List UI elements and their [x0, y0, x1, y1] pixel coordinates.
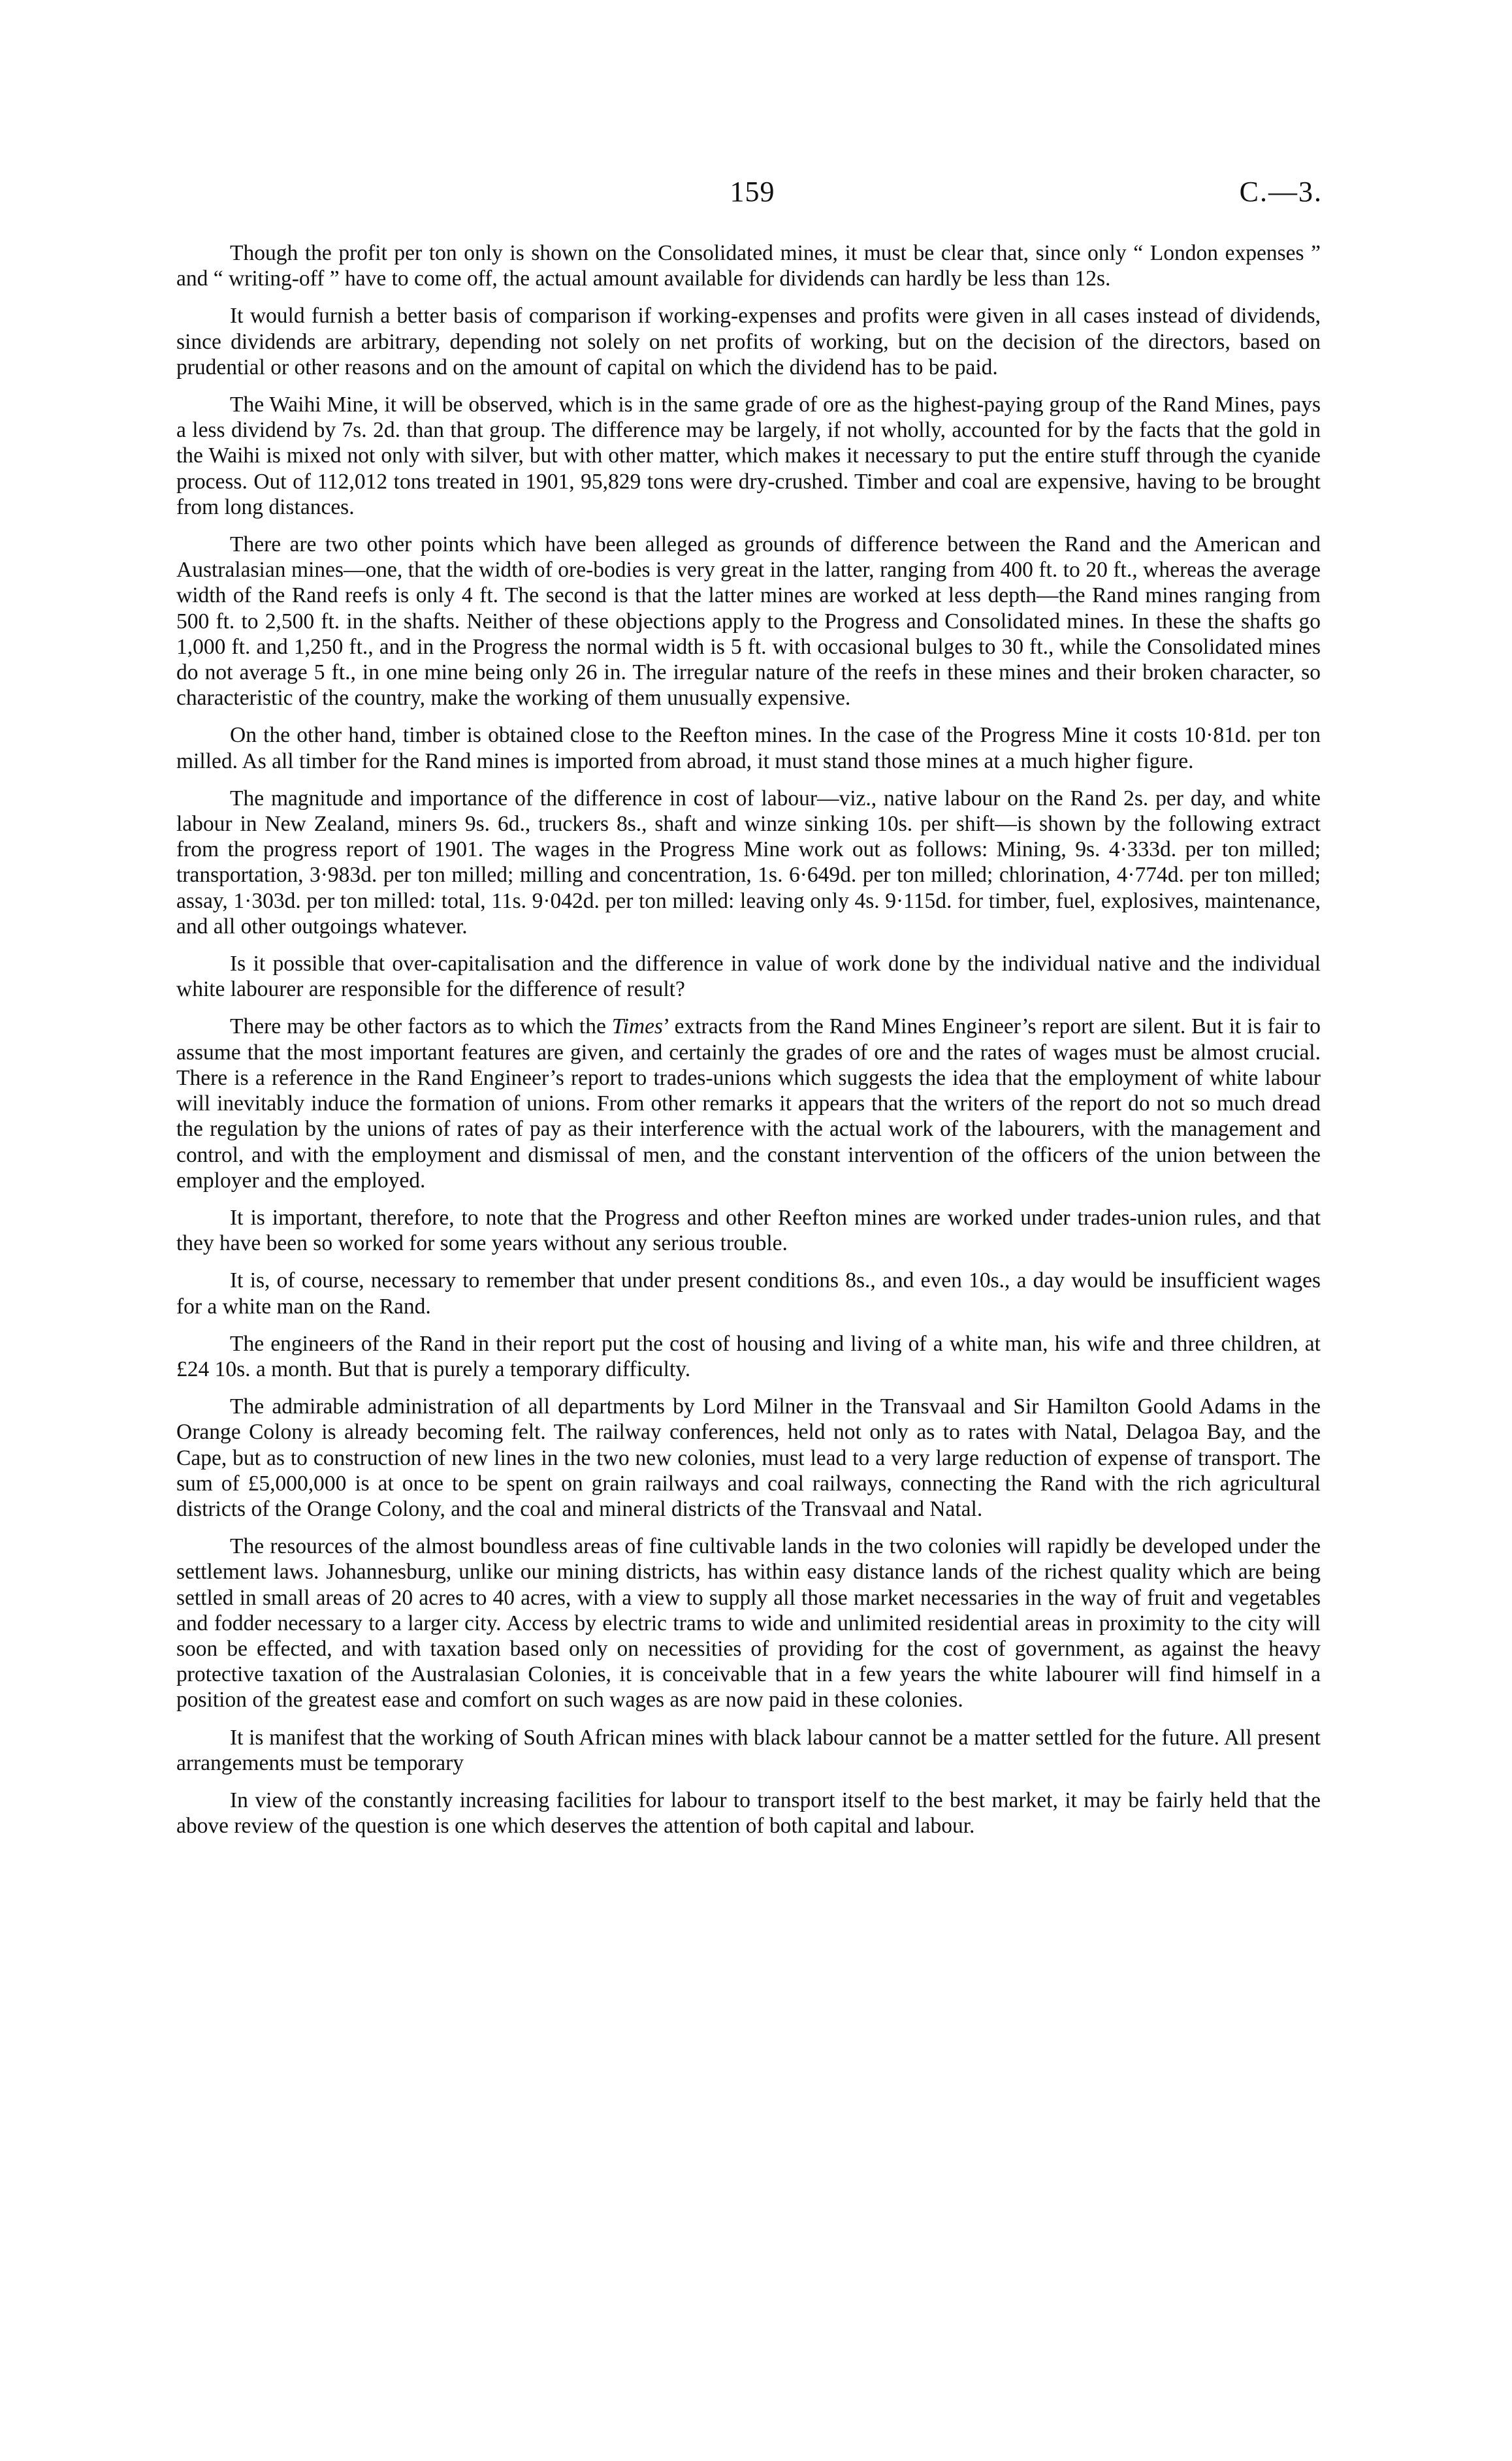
page-number: 159: [730, 176, 775, 208]
paragraph: It is important, therefore, to note that the Progress and other Reefton mines are worked under trades-union rules, and that they have been so worked for some years without any serious trouble.: [176, 1205, 1321, 1256]
paragraph: On the other hand, timber is obtained close to the Reefton mines. In the case of the Progress Mine it costs 10·81d. per ton milled. As all timber for the Rand mines is imported from abroad, it must stand those mines at a much higher figure.: [176, 723, 1321, 773]
paragraph: In view of the constantly increasing facilities for labour to transport itself to the best market, it may be fairly held that the above review of the question is one which deserves the attention of both capital and labour.: [176, 1788, 1321, 1839]
document-reference: C.—3.: [1239, 176, 1323, 208]
paragraph: It is manifest that the working of South African mines with black labour cannot be a matter settled for the future. All present arrangements must be temporary: [176, 1725, 1321, 1775]
paragraph: It would furnish a better basis of comparison if working-expenses and profits were given in all cases instead of dividends, since dividends are arbitrary, depending not solely on net profits of working, but on the decision of the directors, based on prudential or other reasons and on the amount of capital on which the dividend has to be paid.: [176, 304, 1321, 379]
body-text: [176, 240, 1321, 1850]
paragraph: The admirable administration of all departments by Lord Milner in the Transvaal and Sir Hamilton Goold Adams in the Orange Colony is already becoming felt. The railway conferences, held not only as to rates with Natal, Delagoa Bay, and the Cape, but as to construction of new lines in the two new colonies, must lead to a very large reduction of expense of transport. The sum of £5,000,000 is at once to be spent on grain railways and coal railways, connecting the Rand with the rich agricultural districts of the Orange Colony, and the coal and mineral districts of the Transvaal and Natal.: [176, 1394, 1321, 1521]
paragraph: The magnitude and importance of the difference in cost of labour—viz., native labour on the Rand 2s. per day, and white labour in New Zealand, miners 9s. 6d., truckers 8s., shaft and winze sinking 10s. per shift—is shown by the following extract from the progress report of 1901. The wages in the Progress Mine work out as follows: Mining, 9s. 4·333d. per ton milled; transportation, 3·983d. per ton milled; milling and concentration, 1s. 6·649d. per ton milled; chlorination, 4·774d. per ton milled; assay, 1·303d. per ton milled: total, 11s. 9·042d. per ton milled: leaving only 4s. 9·115d. for timber, fuel, explosives, maintenance, and all other outgoings whatever.: [176, 786, 1321, 939]
paragraph: It is, of course, necessary to remember that under present conditions 8s., and even 10s., a day would be insufficient wages for a white man on the Rand.: [176, 1268, 1321, 1319]
paragraph: There are two other points which have been alleged as grounds of difference between the Rand and the American and Australasian mines—one, that the width of ore-bodies is very great in the latter, ranging from 400 ft. to 20 ft., whereas the average width of the Rand reefs is only 4 ft. The second is that the latter mines are worked at less depth—the Rand mines ranging from 500 ft. to 2,500 ft. in the shafts. Neither of these objections apply to the Progress and Consolidated mines. In these the shafts go 1,000 ft. and 1,250 ft., and in the Progress the normal width is 5 ft. with occasional bulges to 30 ft., while the Consolidated mines do not average 5 ft., in one mine being only 26 in. The irregular nature of the reefs in these mines and their broken character, so characteristic of the country, make the working of them unusually expensive.: [176, 532, 1321, 711]
paragraph: There may be other factors as to which the Times’ extracts from the Rand Mines Engineer’s report are silent. But it is fair to assume that the most important features are given, and certainly the grades of ore and the rates of wages must be almost crucial. There is a reference in the Rand Engineer’s report to trades-unions which suggests the idea that the employment of white labour will inevitably induce the formation of unions. From other remarks it appears that the writers of the report do not so much dread the regulation by the unions of rates of pay as their interference with the actual work of the labourers, with the management and control, and with the employment and dismissal of men, and the constant intervention of the officers of the union between the employer and the employed.: [176, 1014, 1321, 1193]
paragraph: The Waihi Mine, it will be observed, which is in the same grade of ore as the highest-paying group of the Rand Mines, pays a less dividend by 7s. 2d. than that group. The difference may be largely, if not wholly, accounted for by the facts that the gold in the Waihi is mixed not only with silver, but with other matter, which makes it necessary to put the entire stuff through the cyanide process. Out of 112,012 tons treated in 1901, 95,829 tons were dry-crushed. Timber and coal are expensive, having to be brought from long distances.: [176, 393, 1321, 519]
paragraph: Though the profit per ton only is shown on the Consolidated mines, it must be clear that, since only “ London expenses ” and “ writing-off ” have to come off, the actual amount available for dividends can hardly be less than 12s.: [176, 241, 1321, 291]
paragraph: Is it possible that over-capitalisation and the difference in value of work done by the individual native and the individual white labourer are responsible for the difference of result?: [176, 952, 1321, 1002]
paragraph: The engineers of the Rand in their report put the cost of housing and living of a white man, his wife and three children, at £24 10s. a month. But that is purely a temporary difficulty.: [176, 1331, 1321, 1381]
paragraph: The resources of the almost boundless areas of fine cultivable lands in the two colonies will rapidly be developed under the settlement laws. Johannesburg, unlike our mining districts, has within easy distance lands of the richest quality which are being settled in small areas of 20 acres to 40 acres, with a view to supply all those market necessaries in the way of fruit and vegetables and fodder necessary to a larger city. Access by electric trams to wide and unlimited residential areas in proximity to the city will soon be effected, and with taxation based only on necessities of providing for the cost of government, as against the heavy protective taxation of the Australasian Colonies, it is conceivable that in a few years the white labourer will find himself in a position of the greatest ease and comfort on such wages as are now paid in these colonies.: [176, 1534, 1321, 1713]
